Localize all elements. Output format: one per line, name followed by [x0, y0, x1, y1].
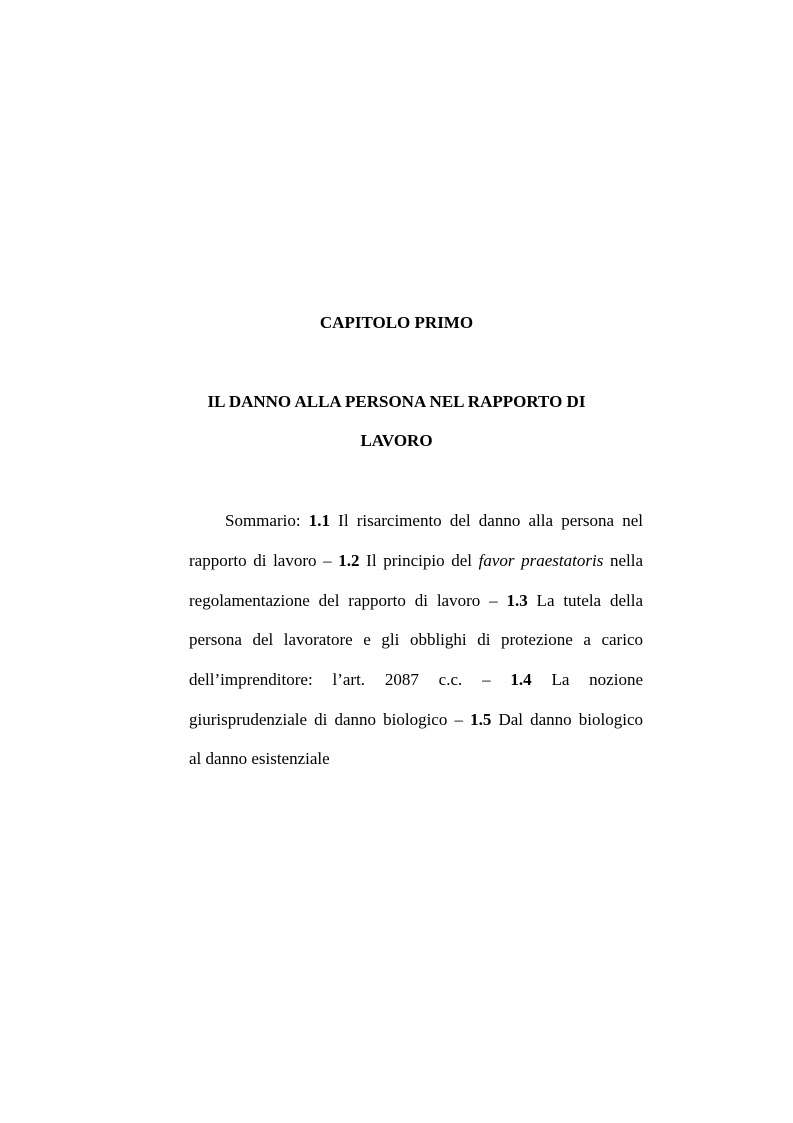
summary-line: [189, 591, 643, 611]
section-number: 1.4: [510, 670, 532, 689]
summary-line: [189, 551, 643, 571]
summary-line: [189, 710, 643, 730]
summary-text: regolamentazione del rapporto di lavoro –: [189, 591, 507, 610]
italic-phrase: favor praestatoris: [478, 551, 604, 570]
summary-text: dell’imprenditore: l’art. 2087 c.c. –: [189, 670, 511, 689]
summary-line: [225, 511, 643, 531]
summary-text: al danno esistenziale: [189, 749, 330, 768]
summary-text: La nozione: [531, 670, 644, 689]
summary-text: Il principio del: [359, 551, 479, 570]
summary-text: persona del lavoratore e gli obblighi di protezione a carico: [189, 630, 643, 649]
summary-text: La tutela della: [527, 591, 643, 610]
summary-text: giurisprudenziale di danno biologico –: [189, 710, 471, 729]
section-number: 1.1: [308, 511, 330, 530]
summary-text: rapporto di lavoro –: [189, 551, 339, 570]
summary-text: Dal danno biologico: [491, 710, 644, 729]
summary-line: [189, 749, 643, 769]
summary-text: Il risarcimento del danno alla persona nel: [329, 511, 643, 530]
section-number: 1.5: [470, 710, 492, 729]
section-number: 1.2: [338, 551, 360, 570]
summary-text: Sommario:: [225, 511, 309, 530]
summary-line: [189, 630, 643, 650]
summary-text: nella: [603, 551, 644, 570]
summary-line: [189, 670, 643, 690]
chapter-label: CAPITOLO PRIMO: [319, 313, 474, 332]
section-number: 1.3: [506, 591, 528, 610]
chapter-title-line-2: LAVORO: [360, 431, 433, 450]
chapter-title-line-1: IL DANNO ALLA PERSONA NEL RAPPORTO DI: [207, 392, 586, 411]
